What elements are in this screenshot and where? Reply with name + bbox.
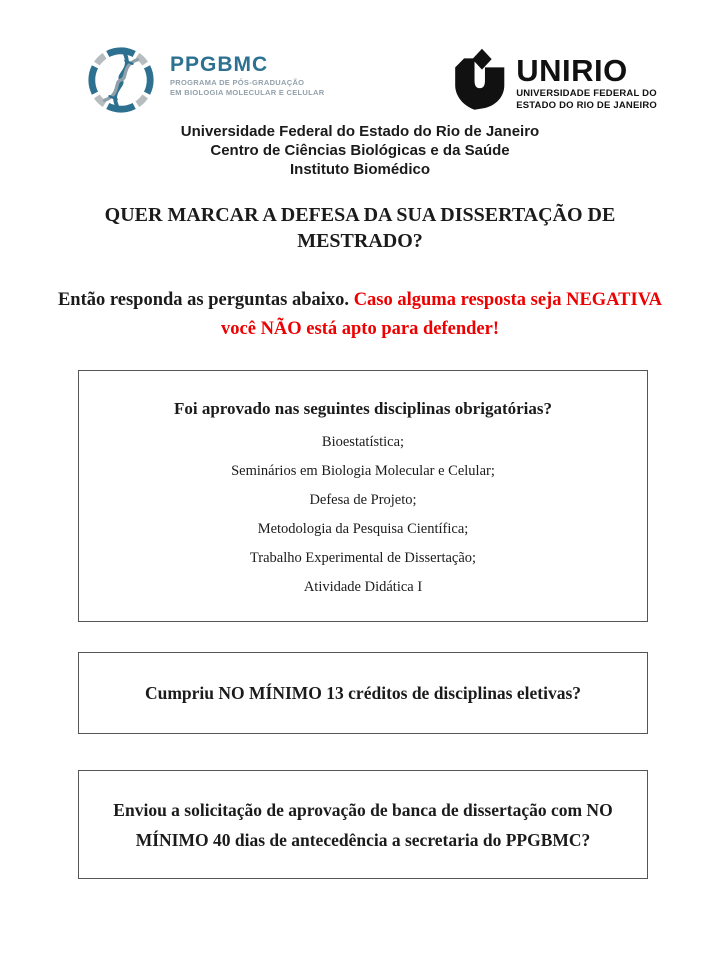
unirio-u-diamond-icon <box>449 48 509 117</box>
discipline-list <box>89 435 637 595</box>
unirio-subtitle-line1: UNIVERSIDADE FEDERAL DO <box>516 88 657 99</box>
discipline-item: Atividade Didática I <box>303 579 423 595</box>
intro-paragraph <box>40 286 680 344</box>
ppgbmc-dna-circle-icon <box>85 44 157 121</box>
question-heading: Enviou a solicitação de aprovação de banca de dissertação com NO MÍNIMO 40 dias de antecedência a secretaria do PPGBMC? <box>113 799 613 850</box>
intro-black-text: Então responda as perguntas abaixo. <box>57 290 354 310</box>
ppgbmc-subtitle-line2: EM BIOLOGIA MOLECULAR E CELULAR <box>170 87 325 97</box>
page-title: QUER MARCAR A DEFESA DA SUA DISSERTAÇÃO DE MESTRADO? <box>104 204 616 252</box>
question-box-solicitacao-banca <box>78 770 648 879</box>
unirio-acronym: UNIRIO <box>516 53 628 88</box>
discipline-item: Seminários em Biologia Molecular e Celular; <box>231 463 495 479</box>
discipline-item: Defesa de Projeto; <box>309 492 417 508</box>
institution-line-university: Universidade Federal do Estado do Rio de Janeiro <box>180 123 540 140</box>
intro-warning-text: Caso alguma resposta seja NEGATIVA você NÃO está apto para defender! <box>221 290 663 339</box>
question-box-creditos-eletivas <box>78 652 648 734</box>
institution-line-center: Centro de Ciências Biológicas e da Saúde <box>210 142 510 159</box>
question-heading: Cumpriu NO MÍNIMO 13 créditos de disciplinas eletivas? <box>144 682 582 703</box>
ppgbmc-logo <box>85 44 324 121</box>
question-heading: Foi aprovado nas seguintes disciplinas obrigatórias? <box>174 399 552 418</box>
ppgbmc-subtitle-line1: PROGRAMA DE PÓS-GRADUAÇÃO <box>170 78 305 87</box>
institution-header <box>0 122 720 179</box>
unirio-logo <box>449 48 657 117</box>
discipline-item: Trabalho Experimental de Dissertação; <box>249 550 477 566</box>
unirio-subtitle-line2: ESTADO DO RIO DE JANEIRO <box>516 100 657 111</box>
ppgbmc-acronym: PPGBMC <box>170 53 269 76</box>
institution-line-institute: Instituto Biomédico <box>290 161 430 178</box>
discipline-item: Metodologia da Pesquisa Científica; <box>257 521 469 537</box>
discipline-item: Bioestatística; <box>321 434 405 450</box>
question-box-disciplinas-obrigatorias <box>78 370 648 622</box>
